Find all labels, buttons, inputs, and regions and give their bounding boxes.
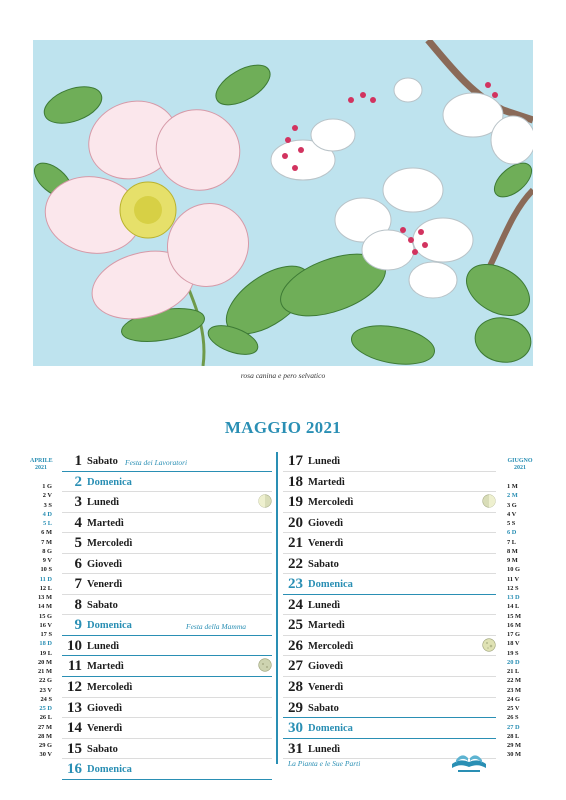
day-name: Sabato xyxy=(308,702,339,714)
day-number: 3 xyxy=(74,494,82,511)
day-name: Lunedì xyxy=(87,497,120,509)
day-name: Mercoledì xyxy=(308,497,354,509)
mini-calendar-day: 2 V xyxy=(42,492,52,500)
day-number: 27 xyxy=(288,658,303,675)
day-number: 12 xyxy=(67,679,82,696)
day-number: 14 xyxy=(67,720,82,737)
mini-calendar-day: 20 D xyxy=(507,658,520,666)
mini-calendar-day: 23 V xyxy=(39,686,52,694)
holiday-label: Festa dei Lavoratori xyxy=(125,458,188,467)
mini-calendar-day: 12 L xyxy=(39,584,52,592)
mini-calendar-day: 17 G xyxy=(507,631,520,638)
mini-calendar-day: 15 M xyxy=(507,612,522,620)
moon-full-icon xyxy=(482,638,496,652)
mini-calendar-day: 18 D xyxy=(39,640,52,648)
day-row xyxy=(283,656,496,677)
mini-calendar-day: 8 G xyxy=(42,547,52,555)
mini-calendar-header: APRILE 2021 xyxy=(30,458,53,471)
mini-calendar-day: 13 D xyxy=(507,594,520,601)
day-row xyxy=(62,698,272,719)
day-number: 22 xyxy=(288,555,303,572)
mini-calendar-day: 30 V xyxy=(39,751,52,759)
mini-calendar-day: 1 G xyxy=(42,483,52,490)
day-name: Martedì xyxy=(87,517,124,529)
day-name: Lunedì xyxy=(308,599,341,611)
days-column-second xyxy=(283,451,496,759)
day-number: 2 xyxy=(74,473,82,490)
day-name: Lunedì xyxy=(308,456,341,467)
day-row xyxy=(62,759,272,780)
day-name: Mercoledì xyxy=(87,682,133,694)
mini-calendar-day: 4 V xyxy=(507,510,517,518)
mini-calendar-day: 7 M xyxy=(41,538,52,546)
day-number: 10 xyxy=(67,637,82,654)
day-number: 30 xyxy=(288,720,303,737)
day-number: 20 xyxy=(288,514,303,531)
day-number: 21 xyxy=(288,535,303,552)
mini-calendar-day: 6 D xyxy=(507,529,517,537)
mini-calendar-day: 29 G xyxy=(39,742,52,749)
day-number: 11 xyxy=(67,658,82,675)
day-number: 4 xyxy=(74,514,82,531)
day-number: 19 xyxy=(288,494,303,511)
day-number: 1 xyxy=(74,453,82,469)
day-row xyxy=(283,574,496,595)
day-name: Domenica xyxy=(87,476,132,488)
day-name: Mercoledì xyxy=(87,538,133,550)
day-name: Giovedì xyxy=(87,558,123,570)
footer-series-title: La Pianta e le Sue Parti xyxy=(288,759,361,768)
day-name: Sabato xyxy=(308,558,339,570)
day-number: 28 xyxy=(288,679,303,696)
mini-calendar-day: 19 S xyxy=(507,649,519,657)
mini-calendar-day: 5 L xyxy=(42,520,52,527)
mini-calendar-day: 21 M xyxy=(37,668,52,675)
day-number: 5 xyxy=(74,535,82,552)
day-name: Venerdì xyxy=(308,682,344,694)
mini-calendar-previous-month xyxy=(30,458,52,760)
day-name: Venerdì xyxy=(87,723,123,735)
mini-calendar-day: 21 L xyxy=(507,668,520,675)
day-number: 7 xyxy=(74,576,82,593)
mini-calendar-day: 16 M xyxy=(507,621,522,629)
day-name: Domenica xyxy=(87,764,132,776)
day-name: Lunedì xyxy=(308,743,341,755)
mini-calendar-day: 22 G xyxy=(39,677,52,685)
day-number: 25 xyxy=(288,617,303,634)
day-row xyxy=(62,574,272,595)
moon-last-quarter-icon xyxy=(258,494,272,508)
mini-calendar-day: 28 L xyxy=(507,732,520,740)
day-row xyxy=(283,451,496,472)
day-row xyxy=(283,595,496,616)
mini-calendar-next-month xyxy=(507,458,533,760)
days-column-first xyxy=(62,451,272,780)
mini-calendar-day: 25 V xyxy=(507,705,520,712)
day-row xyxy=(62,636,272,657)
day-row xyxy=(62,513,272,534)
mini-calendar-day: 5 S xyxy=(507,520,516,527)
day-name: Domenica xyxy=(87,620,132,632)
mini-calendar-day: 7 L xyxy=(507,538,517,546)
mini-calendar-header: GIUGNO 2021 xyxy=(507,458,533,471)
day-row xyxy=(62,472,272,493)
mini-calendar-day: 14 L xyxy=(507,603,520,611)
moon-first-quarter-icon xyxy=(482,494,496,508)
day-row xyxy=(283,718,496,739)
mini-calendar-day: 30 M xyxy=(507,751,522,759)
day-row xyxy=(283,698,496,719)
day-number: 8 xyxy=(74,596,82,613)
mini-calendar-day: 3 G xyxy=(507,501,517,509)
day-name: Mercoledì xyxy=(308,640,354,652)
day-row xyxy=(283,472,496,493)
day-name: Lunedì xyxy=(87,640,120,652)
mini-calendar-day: 15 G xyxy=(39,612,52,620)
day-number: 16 xyxy=(67,761,82,778)
mini-calendar-day: 1 M xyxy=(507,483,518,490)
mini-calendar-day: 27 M xyxy=(37,723,52,731)
day-number: 15 xyxy=(67,740,82,757)
day-name: Giovedì xyxy=(87,702,123,714)
botanical-illustration xyxy=(33,40,533,366)
mini-calendar-day: 13 M xyxy=(37,594,52,601)
day-name: Sabato xyxy=(87,743,118,755)
mini-calendar-day: 11 V xyxy=(507,575,520,583)
mini-calendar-day: 16 V xyxy=(39,621,52,629)
mini-calendar-day: 24 S xyxy=(40,695,52,703)
day-name: Venerdì xyxy=(308,538,344,550)
day-name: Domenica xyxy=(308,723,353,735)
mini-calendar-day: 6 M xyxy=(41,529,52,537)
mini-calendar-day: 12 S xyxy=(507,584,519,592)
day-row xyxy=(62,554,272,575)
day-row xyxy=(62,533,272,554)
mini-calendar-day: 29 M xyxy=(507,742,522,749)
mini-calendar-day: 10 G xyxy=(507,566,520,574)
mini-calendar-day: 4 D xyxy=(42,510,52,518)
mini-calendar-day: 3 S xyxy=(43,501,52,509)
month-title: MAGGIO 2021 xyxy=(224,418,342,437)
mini-calendar-day: 23 M xyxy=(507,686,522,694)
illustration-caption: rosa canina e pero selvatico xyxy=(240,371,326,380)
day-number: 17 xyxy=(288,453,303,469)
publisher-book-logo-icon xyxy=(448,744,490,774)
day-row xyxy=(283,554,496,575)
day-row xyxy=(62,595,272,616)
mini-calendar-day: 2 M xyxy=(507,492,518,500)
mini-calendar-day: 26 S xyxy=(507,714,519,722)
day-name: Venerdì xyxy=(87,579,123,591)
day-row xyxy=(283,677,496,698)
day-number: 9 xyxy=(74,617,82,634)
day-row xyxy=(283,615,496,636)
day-row xyxy=(62,451,272,472)
day-number: 29 xyxy=(288,699,303,716)
day-name: Sabato xyxy=(87,599,118,611)
moon-new-icon xyxy=(258,658,272,672)
day-row xyxy=(62,615,272,636)
mini-calendar-day: 10 S xyxy=(40,566,52,574)
day-row xyxy=(62,739,272,760)
day-number: 13 xyxy=(67,699,82,716)
mini-calendar-day: 22 M xyxy=(507,677,522,685)
day-row xyxy=(62,677,272,698)
mini-calendar-day: 11 D xyxy=(39,575,52,583)
day-number: 18 xyxy=(288,473,303,490)
day-row xyxy=(62,718,272,739)
day-name: Martedì xyxy=(87,661,124,673)
mini-calendar-day: 20 M xyxy=(37,658,52,666)
day-row xyxy=(283,492,496,513)
mini-calendar-day: 19 L xyxy=(39,649,52,657)
day-number: 23 xyxy=(288,576,303,593)
day-name: Martedì xyxy=(308,476,345,488)
day-row xyxy=(283,636,496,657)
mini-calendar-day: 9 V xyxy=(42,557,52,564)
mini-calendar-day: 17 S xyxy=(40,631,52,638)
holiday-label: Festa della Mamma xyxy=(186,622,246,632)
day-name: Martedì xyxy=(308,620,345,632)
day-name: Giovedì xyxy=(308,517,344,529)
mini-calendar-day: 18 V xyxy=(507,640,520,648)
mini-calendar-day: 14 M xyxy=(37,603,52,611)
column-divider xyxy=(276,452,278,764)
mini-calendar-day: 27 D xyxy=(507,723,520,731)
mini-calendar-day: 9 M xyxy=(507,557,518,564)
mini-calendar-day: 28 M xyxy=(37,732,52,740)
day-number: 6 xyxy=(74,555,82,572)
day-number: 26 xyxy=(288,637,303,654)
mini-calendar-day: 26 L xyxy=(39,714,52,722)
day-row xyxy=(62,656,272,677)
day-name: Giovedì xyxy=(308,661,344,673)
day-row xyxy=(283,513,496,534)
day-name: Sabato xyxy=(87,456,118,467)
day-number: 31 xyxy=(288,740,303,757)
day-row xyxy=(62,492,272,513)
day-number: 24 xyxy=(288,596,303,613)
day-row xyxy=(283,533,496,554)
mini-calendar-day: 8 M xyxy=(507,547,518,555)
day-name: Domenica xyxy=(308,579,353,591)
mini-calendar-day: 24 G xyxy=(507,695,520,703)
mini-calendar-day: 25 D xyxy=(39,705,52,712)
